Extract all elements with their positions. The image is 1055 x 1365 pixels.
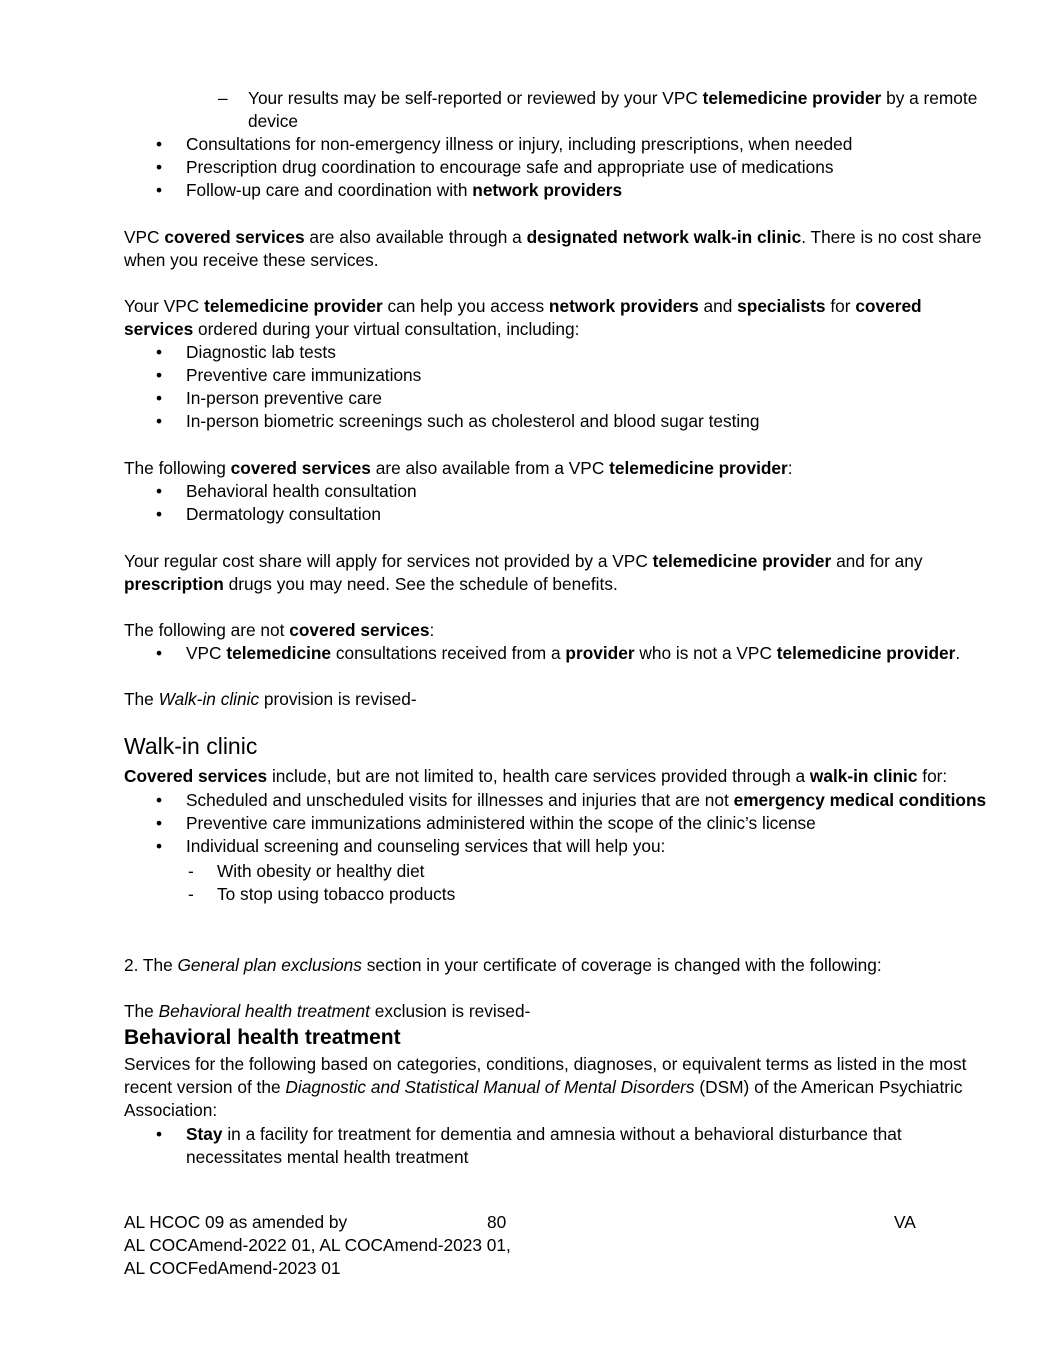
footer-form-id: [124, 1211, 544, 1280]
paragraph-walkin-revised: The Walk-in clinic provision is revised-: [124, 689, 417, 709]
footer-line: AL COCAmend-2022 01, AL COCAmend-2023 01,: [124, 1235, 511, 1255]
walkin-subitems: [217, 860, 917, 906]
footer-line: AL HCOC 09 as amended by: [124, 1212, 348, 1232]
paragraph-behavioral-health: Services for the following based on categories, conditions, diagnoses, or equivalent terms as listed in the most recent version of the Diagnostic and Statistical Manual of Mental Disorders (DSM) of the American Psychiatric Association:: [124, 1054, 967, 1120]
list-item: • Dermatology consultation: [124, 503, 984, 526]
paragraph-access: Your VPC telemedicine provider can help you access network providers and specialists for covered services ordered during your virtual consultation, including:: [124, 296, 922, 339]
bh-bullets: [124, 1123, 944, 1169]
list-item: • Consultations for non-emergency illness or injury, including prescriptions, when needed: [124, 133, 984, 156]
list-item: • Prescription drug coordination to encourage safe and appropriate use of medications: [124, 156, 984, 179]
paragraph-bh-revised: The Behavioral health treatment exclusion is revised-: [124, 1001, 531, 1021]
list-item: • Stay in a facility for treatment for dementia and amnesia without a behavioral disturbance that necessitates mental health treatment: [124, 1123, 944, 1169]
paragraph-section-2: 2. The General plan exclusions section in your certificate of coverage is changed with the following:: [124, 955, 882, 975]
page-number: 80: [487, 1212, 507, 1232]
paragraph-walkin-covered: Covered services include, but are not limited to, health care services provided through a walk-in clinic for:: [124, 766, 948, 786]
list-item: • Diagnostic lab tests: [124, 341, 984, 364]
paragraph-walkin-clinic: VPC covered services are also available through a designated network walk-in clinic. There is no cost share when you receive these services.: [124, 227, 982, 270]
list-item: • Behavioral health consultation: [124, 480, 984, 503]
footer-state: VA: [894, 1212, 916, 1232]
top-sublist: [248, 87, 988, 133]
list-item: • Scheduled and unscheduled visits for illnesses and injuries that are not emergency medical conditions: [124, 789, 1004, 812]
list-item: – Your results may be self-reported or reviewed by your VPC telemedicine provider by a remote device: [248, 87, 988, 133]
list-item: • Individual screening and counseling services that will help you:: [124, 835, 1004, 858]
list-item: • Preventive care immunizations administered within the scope of the clinic’s license: [124, 812, 1004, 835]
heading-behavioral-health: Behavioral health treatment: [124, 1026, 401, 1049]
telemedicine-bullets: [124, 133, 984, 202]
paragraph-following-services: The following covered services are also available from a VPC telemedicine provider:: [124, 458, 793, 478]
list-item: - With obesity or healthy diet: [217, 860, 917, 883]
list-item: • In-person preventive care: [124, 387, 984, 410]
list-item: • In-person biometric screenings such as cholesterol and blood sugar testing: [124, 410, 984, 433]
following-bullets: [124, 480, 984, 526]
not-covered-bullets: [124, 642, 984, 665]
paragraph-cost-share: Your regular cost share will apply for services not provided by a VPC telemedicine provider and for any prescription drugs you may need. See the schedule of benefits.: [124, 551, 923, 594]
paragraph-not-covered: The following are not covered services:: [124, 620, 435, 640]
access-bullets: [124, 341, 984, 433]
footer-line: AL COCFedAmend-2023 01: [124, 1258, 341, 1278]
walkin-bullets: [124, 789, 1004, 858]
list-item: - To stop using tobacco products: [217, 883, 917, 906]
list-item: • Preventive care immunizations: [124, 364, 984, 387]
list-item: • VPC telemedicine consultations received from a provider who is not a VPC telemedicine provider.: [124, 642, 984, 665]
list-item: • Follow-up care and coordination with network providers: [124, 179, 984, 202]
heading-walkin-clinic: Walk-in clinic: [124, 733, 258, 759]
